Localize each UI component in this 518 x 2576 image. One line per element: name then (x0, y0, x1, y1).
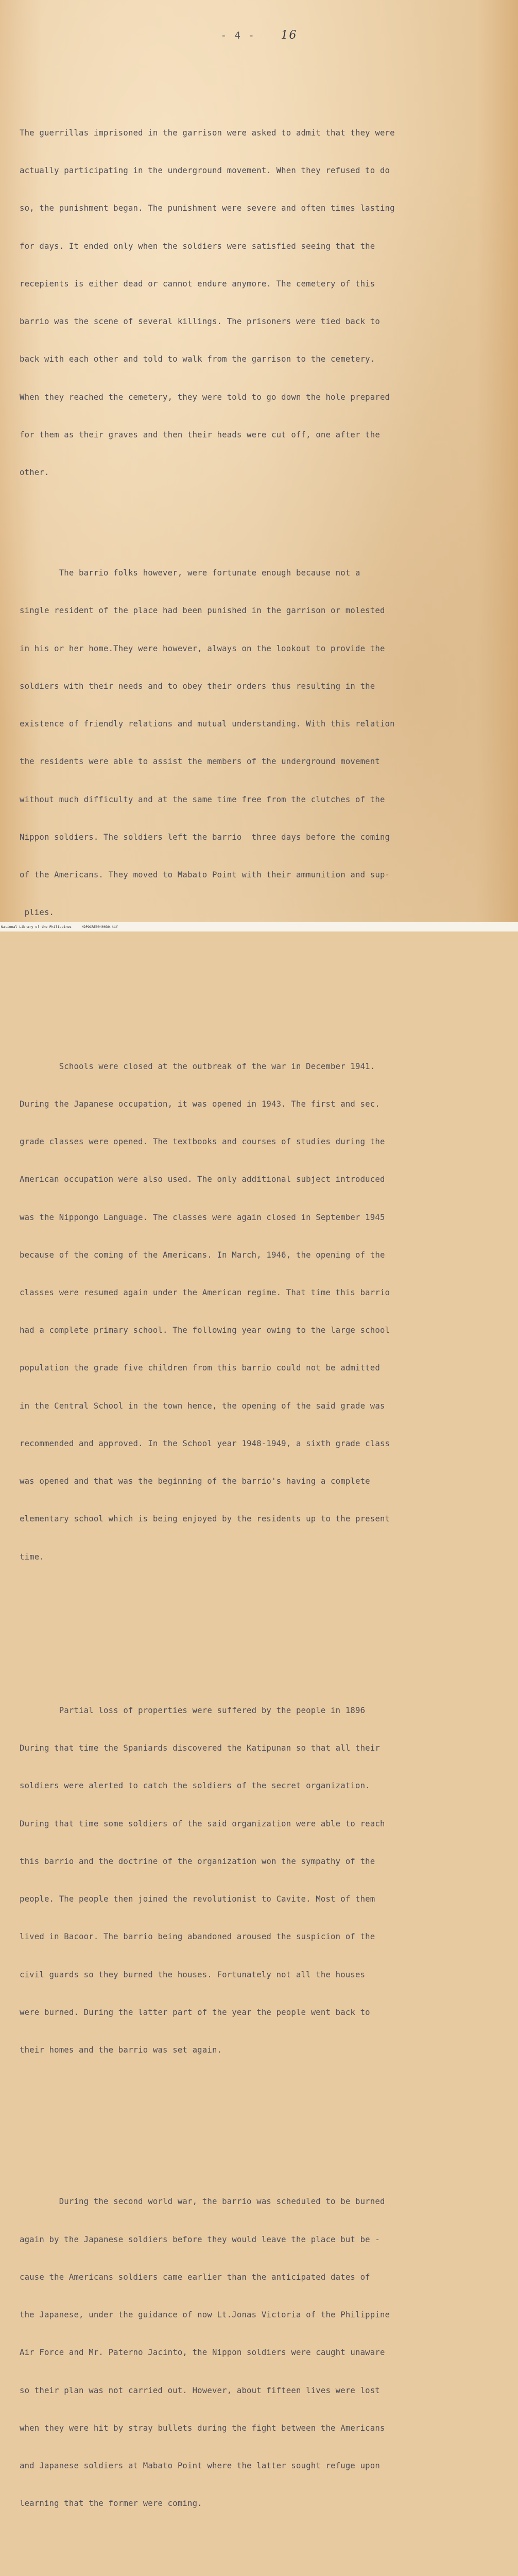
text-line: The barrio folks however, were fortunate enough because not a (20, 568, 360, 578)
text-line: were burned. During the latter part of the year the people went back to (20, 2007, 370, 2017)
document-body (20, 64, 509, 2576)
text-line: Partial loss of properties were suffered by the people in 1896 (20, 1706, 366, 1715)
text-line: existence of friendly relations and mutual understanding. With this relation (20, 719, 395, 729)
text-line: The guerrillas imprisoned in the garrison were asked to admit that they were (20, 128, 395, 138)
text-line: During that time some soldiers of the said organization were able to reach (20, 1819, 385, 1828)
text-line: was opened and that was the beginning of the barrio's having a complete (20, 1477, 370, 1486)
text-line: grade classes were opened. The textbooks and courses of studies during the (20, 1137, 385, 1147)
text-line: without much difficulty and at the same time free from the clutches of the (20, 794, 385, 804)
paragraph-properties-1896 (20, 1679, 509, 2081)
text-line: time. (20, 1552, 44, 1562)
text-line: During that time the Spaniards discovered the Katipunan so that all their (20, 1743, 380, 1753)
text-line: in the Central School in the town hence, the opening of the said grade was (20, 1401, 385, 1411)
text-line: for them as their graves and then their heads were cut off, one after the (20, 430, 380, 439)
text-line: recommended and approved. In the School year 1948-1949, a sixth grade class (20, 1438, 390, 1448)
text-line: lived in Bacoor. The barrio being abandoned aroused the suspicion of the (20, 1932, 375, 1942)
text-line: classes were resumed again under the American regime. That time this barrio (20, 1288, 390, 1297)
text-line: When they reached the cemetery, they were told to go down the hole prepared (20, 392, 390, 402)
text-line: recepients is either dead or cannot endure anymore. The cemetery of this (20, 279, 375, 289)
paragraph-schools (20, 1035, 509, 1588)
text-line: learning that the former were coming. (20, 2499, 202, 2509)
text-line: civil guards so they burned the houses. Fortunately not all the houses (20, 1970, 366, 1979)
text-line: when they were hit by stray bullets during the fight between the Americans (20, 2423, 385, 2433)
text-line: in his or her home.They were however, always on the lookout to provide the (20, 643, 385, 653)
text-line: because of the coming of the Americans. In March, 1946, the opening of the (20, 1250, 385, 1260)
text-line: population the grade five children from this barrio could not be admitted (20, 1363, 380, 1373)
text-line: During the second world war, the barrio was scheduled to be burned (20, 2197, 385, 2207)
page-header (0, 29, 518, 42)
text-line: so, the punishment began. The punishment were severe and often times lasting (20, 204, 395, 213)
text-line: again by the Japanese soldiers before they would leave the place but be - (20, 2234, 380, 2244)
handwritten-page-mark: 16 (281, 29, 298, 42)
paragraph-guerrillas (20, 101, 509, 504)
text-line: Schools were closed at the outbreak of the war in December 1941. (20, 1061, 375, 1071)
text-line: plies. (20, 908, 55, 918)
text-line: back with each other and told to walk from the garrison to the cemetery. (20, 354, 375, 364)
text-line: this barrio and the doctrine of the organization won the sympathy of the (20, 1856, 375, 1866)
text-line: Air Force and Mr. Paterno Jacinto, the Nippon soldiers were caught unaware (20, 2348, 385, 2358)
text-line: cause the Americans soldiers came earlier than the anticipated dates of (20, 2272, 370, 2282)
page-number: - 4 - (220, 30, 255, 41)
text-line: people. The people then joined the revolutionist to Cavite. Most of them (20, 1894, 375, 1904)
text-line: actually participating in the underground movement. When they refused to do (20, 166, 390, 176)
text-line: American occupation were also used. The only additional subject introduced (20, 1175, 385, 1184)
text-line: elementary school which is being enjoyed by the residents up to the present (20, 1514, 390, 1524)
paragraph-spacer (20, 982, 509, 997)
text-line: Nippon soldiers. The soldiers left the barrio three days before the coming (20, 832, 390, 842)
text-line: of the Americans. They moved to Mabato Point with their ammunition and sup- (20, 870, 390, 879)
text-line: and Japanese soldiers at Mabato Point where the latter sought refuge upon (20, 2461, 380, 2470)
text-line: was the Nippongo Language. The classes were again closed in September 1945 (20, 1212, 385, 1222)
text-line: the residents were able to assist the members of the underground movement (20, 757, 380, 767)
text-line: soldiers were alerted to catch the soldiers of the secret organization. (20, 1781, 370, 1791)
paragraph-spacer (20, 2119, 509, 2132)
text-line: During the Japanese occupation, it was opened in 1943. The first and sec. (20, 1099, 380, 1109)
text-line: other. (20, 468, 49, 477)
text-line: single resident of the place had been punished in the garrison or molested (20, 606, 385, 616)
text-line: the Japanese, under the guidance of now Lt.Jonas Victoria of the Philippine (20, 2310, 390, 2320)
text-line: had a complete primary school. The following year owing to the large school (20, 1326, 390, 1335)
scan-footer: National Library of the Philippines HDPOCRE0040030.tif (0, 922, 518, 931)
text-line: barrio was the scene of several killings. The prisoners were tied back to (20, 317, 380, 327)
text-line: their homes and the barrio was set again. (20, 2045, 222, 2055)
paragraph-spacer (20, 1626, 509, 1641)
paragraph-second-world-war (20, 2171, 509, 2535)
text-line: so their plan was not carried out. However, about fifteen lives were lost (20, 2385, 380, 2395)
paragraph-barrio-folks (20, 541, 509, 944)
paragraph-spacer (20, 2573, 509, 2576)
text-line: for days. It ended only when the soldiers were satisfied seeing that the (20, 241, 375, 251)
text-line: soldiers with their needs and to obey their orders thus resulting in the (20, 681, 375, 691)
